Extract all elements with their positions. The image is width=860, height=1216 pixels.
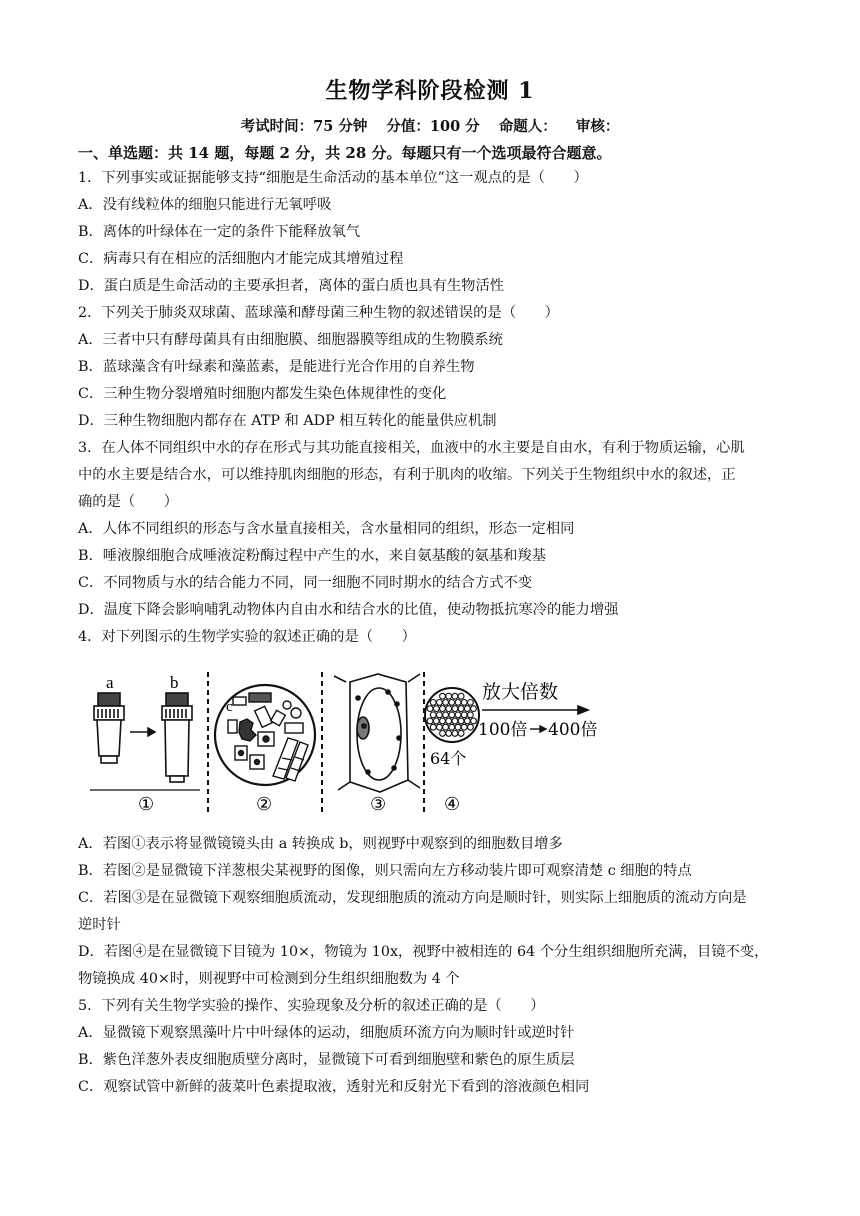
meristem-cell [455,700,461,706]
meristem-cell [437,700,443,706]
meristem-cell [458,706,464,712]
meristem-cell [449,712,455,718]
meristem-cells-view [425,688,479,742]
meristem-cell [446,718,452,724]
meristem-cell [449,724,455,730]
magnification-from: 100倍 [478,720,528,740]
exam-score: 分值：100 分 [386,118,480,135]
q5-option-b: B．紫色洋葱外表皮细胞质壁分离时，显微镜下可看到细胞壁和紫色的原生质层 [78,1052,575,1068]
q4-option-d-line2: 物镜换成 40×时，则视野中可检测到分生组织细胞数为 4 个 [78,971,460,987]
magnification-to: 400倍 [548,720,598,740]
q4-option-d-line1: D．若图④是在显微镜下目镜为 10×，物镜为 10x，视野中被相连的 64 个分生组织细胞所充满，目镜不变， [78,944,769,960]
meristem-cell [461,712,467,718]
meristem-cell [443,724,449,730]
meristem-cell [430,724,436,730]
q4-option-a: A．若图①表示将显微镜镜头由 a 转换成 b，则视野中观察到的细胞数目增多 [78,836,563,852]
meristem-cell [471,706,477,712]
objective-lens-b [162,693,192,782]
long-arrow-icon [482,706,588,714]
meristem-cell [443,700,449,706]
q4-stem: 4．对下列图示的生物学实验的叙述正确的是（ ） [78,629,416,645]
meristem-cell [458,731,464,737]
meristem-cell [427,718,433,724]
meristem-cell [430,712,436,718]
q4-option-c-line2: 逆时针 [78,917,121,933]
meristem-cell [446,706,452,712]
page-title: 生物学科阶段检测 1 [325,78,535,104]
fig2-label: ② [256,794,273,815]
q2-option-c: C．三种生物分裂增殖时细胞内都发生染色体规律性的变化 [78,386,447,402]
meristem-cell [437,724,443,730]
q5-option-a: A．显微镜下观察黑藻叶片中叶绿体的运动，细胞质环流方向为顺时针或逆时针 [78,1025,575,1041]
exam-time: 考试时间：75 分钟 [240,118,368,135]
meristem-cell [440,693,446,699]
magnification-title: 放大倍数 [482,681,559,703]
arrow-icon [130,728,155,736]
cell-count: 64个 [430,749,467,768]
meristem-cell [464,718,470,724]
meristem-cell [427,706,433,712]
q3-stem-line1: 3．在人体不同组织中水的存在形式与其功能直接相关，血液中的水主要是自由水，有利于物质运输，心肌 [78,440,745,456]
q3-option-d: D．温度下降会影响哺乳动物体内自由水和结合水的比值，使动物抵抗寒冷的能力增强 [78,602,619,618]
q3-option-b: B．唾液腺细胞合成唾液淀粉酶过程中产生的水，来自氨基酸的氨基和羧基 [78,548,547,564]
label-b: b [170,673,179,692]
meristem-cell [443,712,449,718]
meristem-cell [449,700,455,706]
meristem-cell [458,718,464,724]
meristem-cell [468,700,474,706]
meristem-cell [471,718,477,724]
meristem-cell [452,718,458,724]
q5-stem: 5．下列有关生物学实验的操作、实验现象及分析的叙述正确的是（ ） [78,998,545,1014]
exam-meta [0,115,860,136]
meristem-cell [430,700,436,706]
exam-author: 命题人： [498,118,557,135]
meristem-cell [446,693,452,699]
q5-option-c: C．观察试管中新鲜的菠菜叶色素提取液，透射光和反射光下看到的溶液颜色相同 [78,1079,590,1095]
q3-stem-line3: 确的是（ ） [78,494,179,510]
meristem-cell [440,731,446,737]
meristem-cell [440,718,446,724]
q2-stem: 2．下列关于肺炎双球菌、蓝球藻和酵母菌三种生物的叙述错误的是（ ） [78,305,559,321]
fig3-label: ③ [370,794,387,815]
q3-option-a: A．人体不同组织的形态与含水量直接相关，含水量相同的组织，形态一定相同 [78,521,575,537]
plant-cell [334,674,420,792]
q1-stem: 1．下列事实或证据能够支持“细胞是生命活动的基本单位”这一观点的是（ ） [78,170,588,186]
short-arrow-icon [530,726,546,732]
q1-option-a: A．没有线粒体的细胞只能进行无氧呼吸 [78,197,332,213]
q2-option-b: B．蓝球藻含有叶绿素和藻蓝素，是能进行光合作用的自养生物 [78,359,475,375]
q1-option-b: B．离体的叶绿体在一定的条件下能释放氧气 [78,224,361,240]
q3-stem-line2: 中的水主要是结合水，可以维持肌肉细胞的形态，有利于肌肉的收缩。下列关于生物组织中水的叙述，正 [78,467,736,483]
meristem-cell [455,724,461,730]
meristem-cell [452,731,458,737]
meristem-cell [458,693,464,699]
meristem-cell [437,712,443,718]
meristem-cell [461,724,467,730]
meristem-cell [433,718,439,724]
section-heading: 一、单选题：共 14 题，每题 2 分，共 28 分。每题只有一个选项最符合题意。 [78,144,612,162]
label-a: a [106,673,114,692]
q2-option-d: D．三种生物细胞内都存在 ATP 和 ADP 相互转化的能量供应机制 [78,413,497,429]
q1-option-d: D．蛋白质是生命活动的主要承担者，离体的蛋白质也具有生物活性 [78,278,505,294]
q1-option-c: C．病毒只有在相应的活细胞内才能完成其增殖过程 [78,251,404,267]
fig4-label: ④ [444,794,461,815]
meristem-cell [464,706,470,712]
microscope-figure [88,668,598,818]
q4-figure [88,668,598,818]
meristem-cell [440,706,446,712]
q4-option-b: B．若图②是显微镜下洋葱根尖某视野的图像，则只需向左方移动装片即可观察清楚 c 细胞的特点 [78,863,692,879]
exam-reviewer: 审核： [575,118,620,135]
q2-option-a: A．三者中只有酵母菌具有由细胞膜、细胞器膜等组成的生物膜系统 [78,332,503,348]
meristem-cell [455,712,461,718]
label-c: c [226,699,233,715]
meristem-cell [461,700,467,706]
meristem-cell [468,712,474,718]
meristem-cell [446,731,452,737]
meristem-cell [433,706,439,712]
q4-option-c-line1: C．若图③是在显微镜下观察细胞质流动，发现细胞质的流动方向是顺时针，则实际上细胞质的流动方向是 [78,890,747,906]
q3-option-c: C．不同物质与水的结合能力不同，同一细胞不同时期水的结合方式不变 [78,575,533,591]
meristem-cell [468,724,474,730]
meristem-cell [452,706,458,712]
fig1-label: ① [138,794,155,815]
meristem-cell [452,693,458,699]
objective-lens-a [94,693,124,763]
